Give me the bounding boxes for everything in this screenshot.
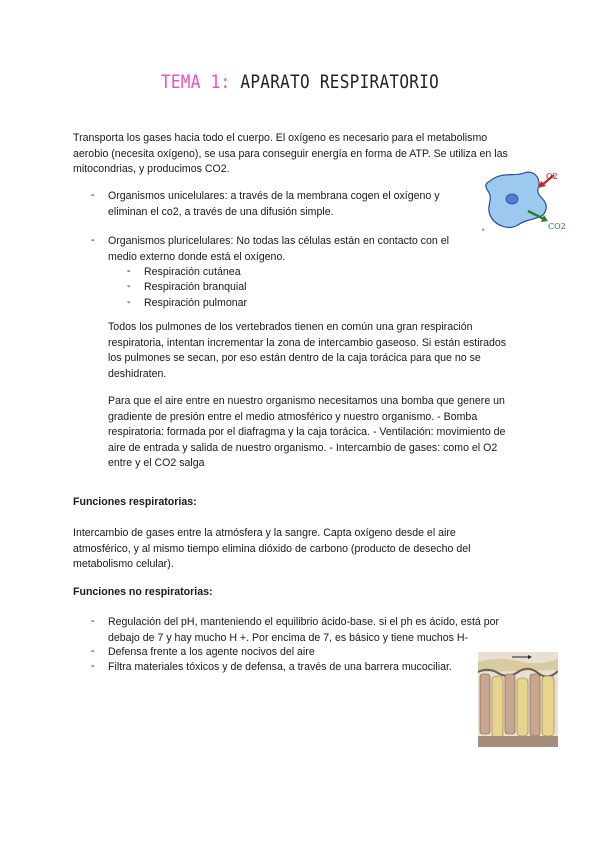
paragraph-line: respiratoria: formada por el diafragma y la caja torácica. - Ventilación: movimiento de (108, 426, 506, 438)
paragraph-line: atmosférico, y al mismo tiempo elimina dióxido de carbono (producto de desecho del (73, 542, 471, 555)
paragraph-line: Todos los pulmones de los vertebrados tienen en común una gran respiración (108, 321, 473, 333)
list-item-unicelulares (108, 189, 478, 220)
bullet-dash: - (127, 280, 131, 292)
paragraph-line: respiratoria, intentan incrementar la zona de intercambio gaseoso. Si están estirados (108, 336, 507, 349)
list-item-line: medio externo donde está el oxígeno. (108, 250, 286, 263)
list-item-pluricelulares (108, 234, 488, 265)
list-item-ph (108, 615, 528, 646)
bullet-dash: - (127, 265, 131, 277)
bullet-dash: - (91, 660, 95, 672)
list-item-line: eliminan el co2, a través de una difusión simple. (108, 205, 334, 218)
mucociliary-barrier-figure (478, 652, 558, 747)
paragraph-line: entre y el CO2 salga (108, 457, 205, 469)
sublist-item: Respiración cutánea (144, 266, 241, 278)
epithelial-cell (505, 674, 515, 734)
list-item-line: Organismos unicelulares: a través de la membrana cogen el oxígeno y (108, 190, 440, 202)
paragraph-respiratorias (73, 526, 533, 573)
paragraph-pulmones (108, 320, 528, 382)
list-item-line: Organismos pluricelulares: No todas las células están en contacto con el (108, 235, 449, 247)
list-item-line: Regulación del pH, manteniendo el equilibrio ácido-base. si el ph es ácido, está por (108, 616, 500, 628)
paragraph-line: los pulmones se secan, por eso están dentro de la caja torácica para que no se (108, 352, 481, 364)
paragraph-bomba (108, 394, 528, 472)
paragraph-line: metabolismo celular). (73, 558, 174, 570)
title-prefix: TEMA 1: (160, 70, 231, 93)
paragraph-line: gradiente de presión entre el medio atmosférico y nuestro organismo. - Bomba (108, 410, 478, 423)
goblet-cell (517, 678, 528, 736)
cell-diffusion-figure (480, 167, 572, 235)
basal-layer (478, 736, 558, 747)
paragraph-line: Intercambio de gases entre la atmósfera y la sangre. Capta oxígeno desde el aire (73, 527, 456, 539)
heading-funciones-respiratorias: Funciones respiratorias: (73, 496, 197, 508)
paragraph-line: deshidraten. (108, 367, 167, 380)
heading-funciones-no-respiratorias: Funciones no respiratorias: (73, 586, 213, 598)
page-title (0, 71, 600, 93)
bullet-dash: - (91, 615, 95, 627)
co2-label: CO2 (548, 222, 566, 231)
goblet-cell (492, 676, 503, 738)
bullet-dash: - (91, 234, 95, 246)
title-main: APARATO RESPIRATORIO (240, 70, 440, 93)
sublist-item: Respiración pulmonar (144, 297, 248, 309)
bullet-dash: - (91, 189, 95, 201)
figure-mark: s (482, 227, 485, 233)
sublist-item: Respiración branquial (144, 281, 247, 293)
bullet-dash: - (127, 296, 131, 308)
goblet-cell (542, 676, 554, 736)
intro-paragraph: Transporta los gases hacia todo el cuerpo. El oxígeno es necesario para el metabolismo aerobio (necesita oxígeno), se usa para conseguir energía en forma de ATP. Se utiliza en las mitocondrias, y producimos CO2. (73, 132, 508, 175)
cell-nucleus (506, 194, 518, 204)
paragraph-line: Para que el aire entre en nuestro organismo necesitamos una bomba que genere un (108, 395, 505, 407)
bullet-dash: - (91, 645, 95, 657)
epithelial-cell (480, 674, 490, 734)
list-item-line: debajo de 7 y hay mucho H +. Por encima de 7, es básico y tiene muchos H- (108, 631, 469, 644)
paragraph-line: aire de entrada y salida de nuestro organismo. - Intercambio de gases: como el O2 (108, 441, 498, 454)
list-item-filtra: Filtra materiales tóxicos y de defensa, a través de una barrera mucociliar. (108, 661, 452, 673)
epithelial-cell (530, 674, 540, 736)
o2-label: O2 (546, 172, 558, 181)
list-item-defensa: Defensa frente a los agente nocivos del aire (108, 646, 315, 658)
